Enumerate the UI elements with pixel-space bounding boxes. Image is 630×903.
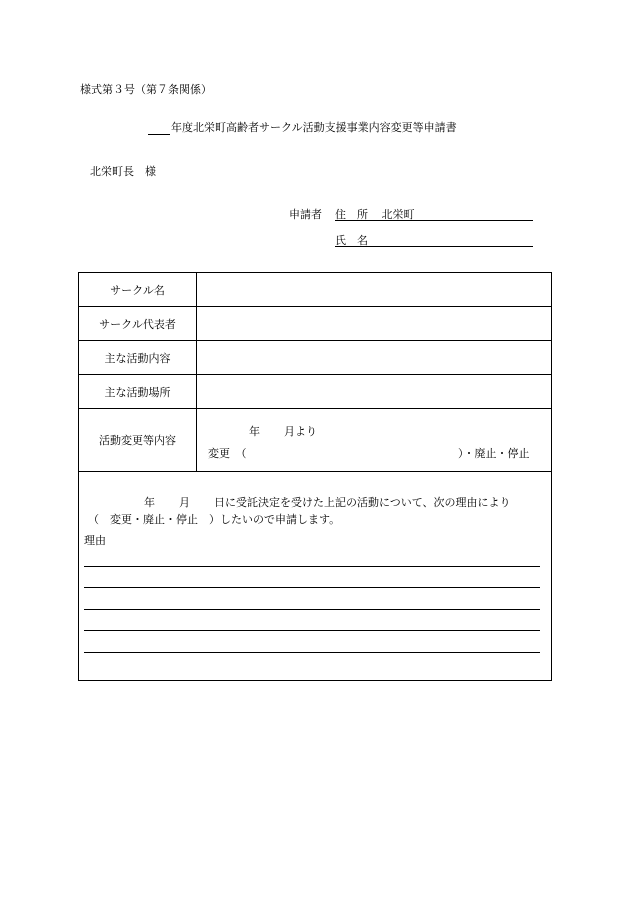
table-row: [79, 409, 552, 472]
row-label: サークル名: [79, 273, 197, 307]
form-number: 様式第３号（第７条関係）: [80, 83, 212, 96]
row-label: 主な活動場所: [79, 375, 197, 409]
name-label: 氏 名: [335, 234, 368, 247]
statement-year: 年: [144, 496, 155, 509]
reason-line[interactable]: [84, 630, 540, 631]
statement-month: 月: [179, 496, 190, 509]
change-suffix: ）・廃止・停止: [458, 447, 530, 460]
title-text: 年度北栄町高齢者サークル活動支援事業内容変更等申請書: [171, 121, 457, 134]
row-label: サークル代表者: [79, 307, 197, 341]
name-underline: [335, 246, 533, 247]
reason-line[interactable]: [84, 609, 540, 610]
reason-line[interactable]: [84, 652, 540, 653]
table-row: [79, 307, 552, 341]
address-field[interactable]: [335, 206, 533, 222]
circle-name-field[interactable]: [197, 273, 552, 307]
applicant-label: 申請者: [289, 208, 322, 221]
reason-label: 理由: [84, 534, 106, 547]
row-label: 主な活動内容: [79, 341, 197, 375]
form-title: [148, 119, 457, 135]
change-prefix: 変更 （: [208, 447, 247, 460]
change-content-field[interactable]: [197, 409, 552, 472]
address-label: 住 所: [335, 208, 368, 221]
address-value: 北栄町: [381, 208, 415, 221]
address-underline: [335, 220, 533, 221]
table-row: [79, 341, 552, 375]
addressee: 北栄町長 様: [90, 165, 156, 178]
change-year: 年: [249, 425, 260, 438]
activity-content-field[interactable]: [197, 341, 552, 375]
row-label: 活動変更等内容: [79, 409, 197, 472]
change-month: 月より: [284, 425, 317, 438]
statement-text: 日に受託決定を受けた上記の活動について、次の理由により: [214, 496, 511, 509]
representative-field[interactable]: [197, 307, 552, 341]
statement-line2: （ 変更・廃止・停止 ）したいので申請します。: [88, 513, 341, 526]
table-row: [79, 375, 552, 409]
reason-line[interactable]: [84, 587, 540, 588]
application-table: [78, 272, 552, 681]
activity-place-field[interactable]: [197, 375, 552, 409]
table-row: [79, 273, 552, 307]
name-field[interactable]: [335, 232, 533, 248]
reason-line[interactable]: [84, 566, 540, 567]
year-blank[interactable]: [148, 123, 170, 135]
